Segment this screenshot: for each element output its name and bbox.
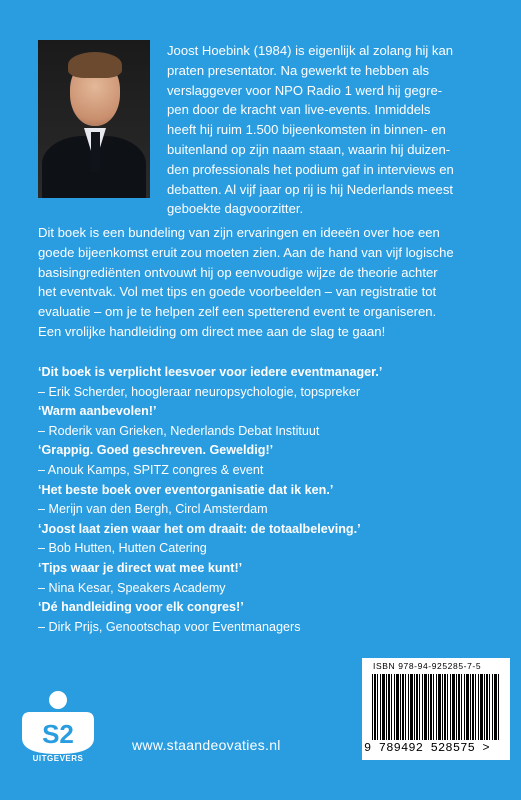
- endorsement-author: – Merijn van den Bergh, Circl Amsterdam: [38, 502, 268, 517]
- description-line: basisingrediënten ontvouwt hij op eenvoudige wijze de theorie achter: [38, 264, 438, 280]
- barcode-number: 9 789492 528575 >: [364, 741, 490, 755]
- endorsement-quote: ‘Het beste boek over eventorganisatie dat ik ken.’: [38, 482, 334, 497]
- publisher-label: UITGEVERS: [32, 754, 84, 763]
- endorsements: [38, 363, 498, 637]
- endorsement-author: – Dirk Prijs, Genootschap voor Eventmanagers: [38, 619, 301, 634]
- endorsement-quote: ‘Joost laat zien waar het om draait: de totaalbeleving.’: [38, 521, 361, 536]
- book-description: [38, 223, 488, 342]
- description-line: Dit boek is een bundeling van zijn ervaringen en ideeën over hoe een: [38, 225, 440, 240]
- endorsement-quote: ‘Dit boek is verplicht leesvoer voor iedere eventmanager.’: [38, 365, 383, 379]
- photo-hair: [68, 52, 122, 78]
- endorsement-author: – Anouk Kamps, SPITZ congres & event: [38, 462, 264, 477]
- publisher-website: www.staandeovaties.nl: [132, 737, 281, 753]
- endorsement-quote: ‘Dé handleiding voor elk congres!’: [38, 600, 244, 615]
- endorsement-author: – Erik Scherder, hoogleraar neuropsychologie, topspreker: [38, 384, 361, 399]
- bio-line: heeft hij ruim 1.500 bijeenkomsten in binnen- en: [167, 122, 446, 138]
- photo-tie: [91, 132, 100, 172]
- description-line: evaluatie – om je te helpen zelf een spetterend event te organiseren.: [38, 304, 437, 320]
- bio-line: praten presentator. Na gewerkt te hebben als: [167, 62, 430, 78]
- author-photo: [38, 40, 150, 198]
- bio-line: den professionals het podium gaf in interviews en: [167, 161, 454, 177]
- barcode-bars: [372, 674, 500, 740]
- author-bio: [167, 41, 487, 219]
- bio-line: verslaggever voor NPO Radio 1 werd hij gegre-: [167, 82, 443, 98]
- isbn-barcode: [362, 658, 510, 760]
- endorsement-author: – Roderik van Grieken, Nederlands Debat Instituut: [38, 423, 320, 438]
- endorsement-quote: ‘Grappig. Goed geschreven. Geweldig!’: [38, 443, 274, 458]
- description-line: Een vrolijke handleiding om direct mee aan de slag te gaan!: [38, 323, 386, 339]
- svg-text:S2: S2: [42, 719, 74, 749]
- endorsement-quote: ‘Warm aanbevolen!’: [38, 404, 157, 419]
- bio-line: Joost Hoebink (1984) is eigenlijk al zolang hij kan: [167, 43, 454, 58]
- description-line: het eventvak. Vol met tips en goede voorbeelden – van registratie tot: [38, 284, 437, 300]
- endorsement-author: – Bob Hutten, Hutten Catering: [38, 541, 207, 556]
- publisher-logo-icon: [0, 688, 112, 758]
- bio-line: buitenland op zijn naam staan, waarin hij duizen-: [167, 141, 451, 157]
- isbn-label: ISBN 978-94-925285-7-5: [373, 661, 482, 671]
- bio-line: geboekte dagvoorzitter.: [167, 201, 304, 217]
- endorsement-author: – Nina Kesar, Speakers Academy: [38, 580, 226, 595]
- bio-line: debatten. Al vijf jaar op rij is hij Nederlands meest: [167, 181, 454, 197]
- bio-line: pen door de kracht van live-events. Inmiddels: [167, 102, 431, 118]
- description-line: goede bijeenkomst eruit zou moeten zien. Aan de hand van vijf logische: [38, 244, 454, 260]
- endorsement-quote: ‘Tips waar je direct wat mee kunt!’: [38, 560, 243, 575]
